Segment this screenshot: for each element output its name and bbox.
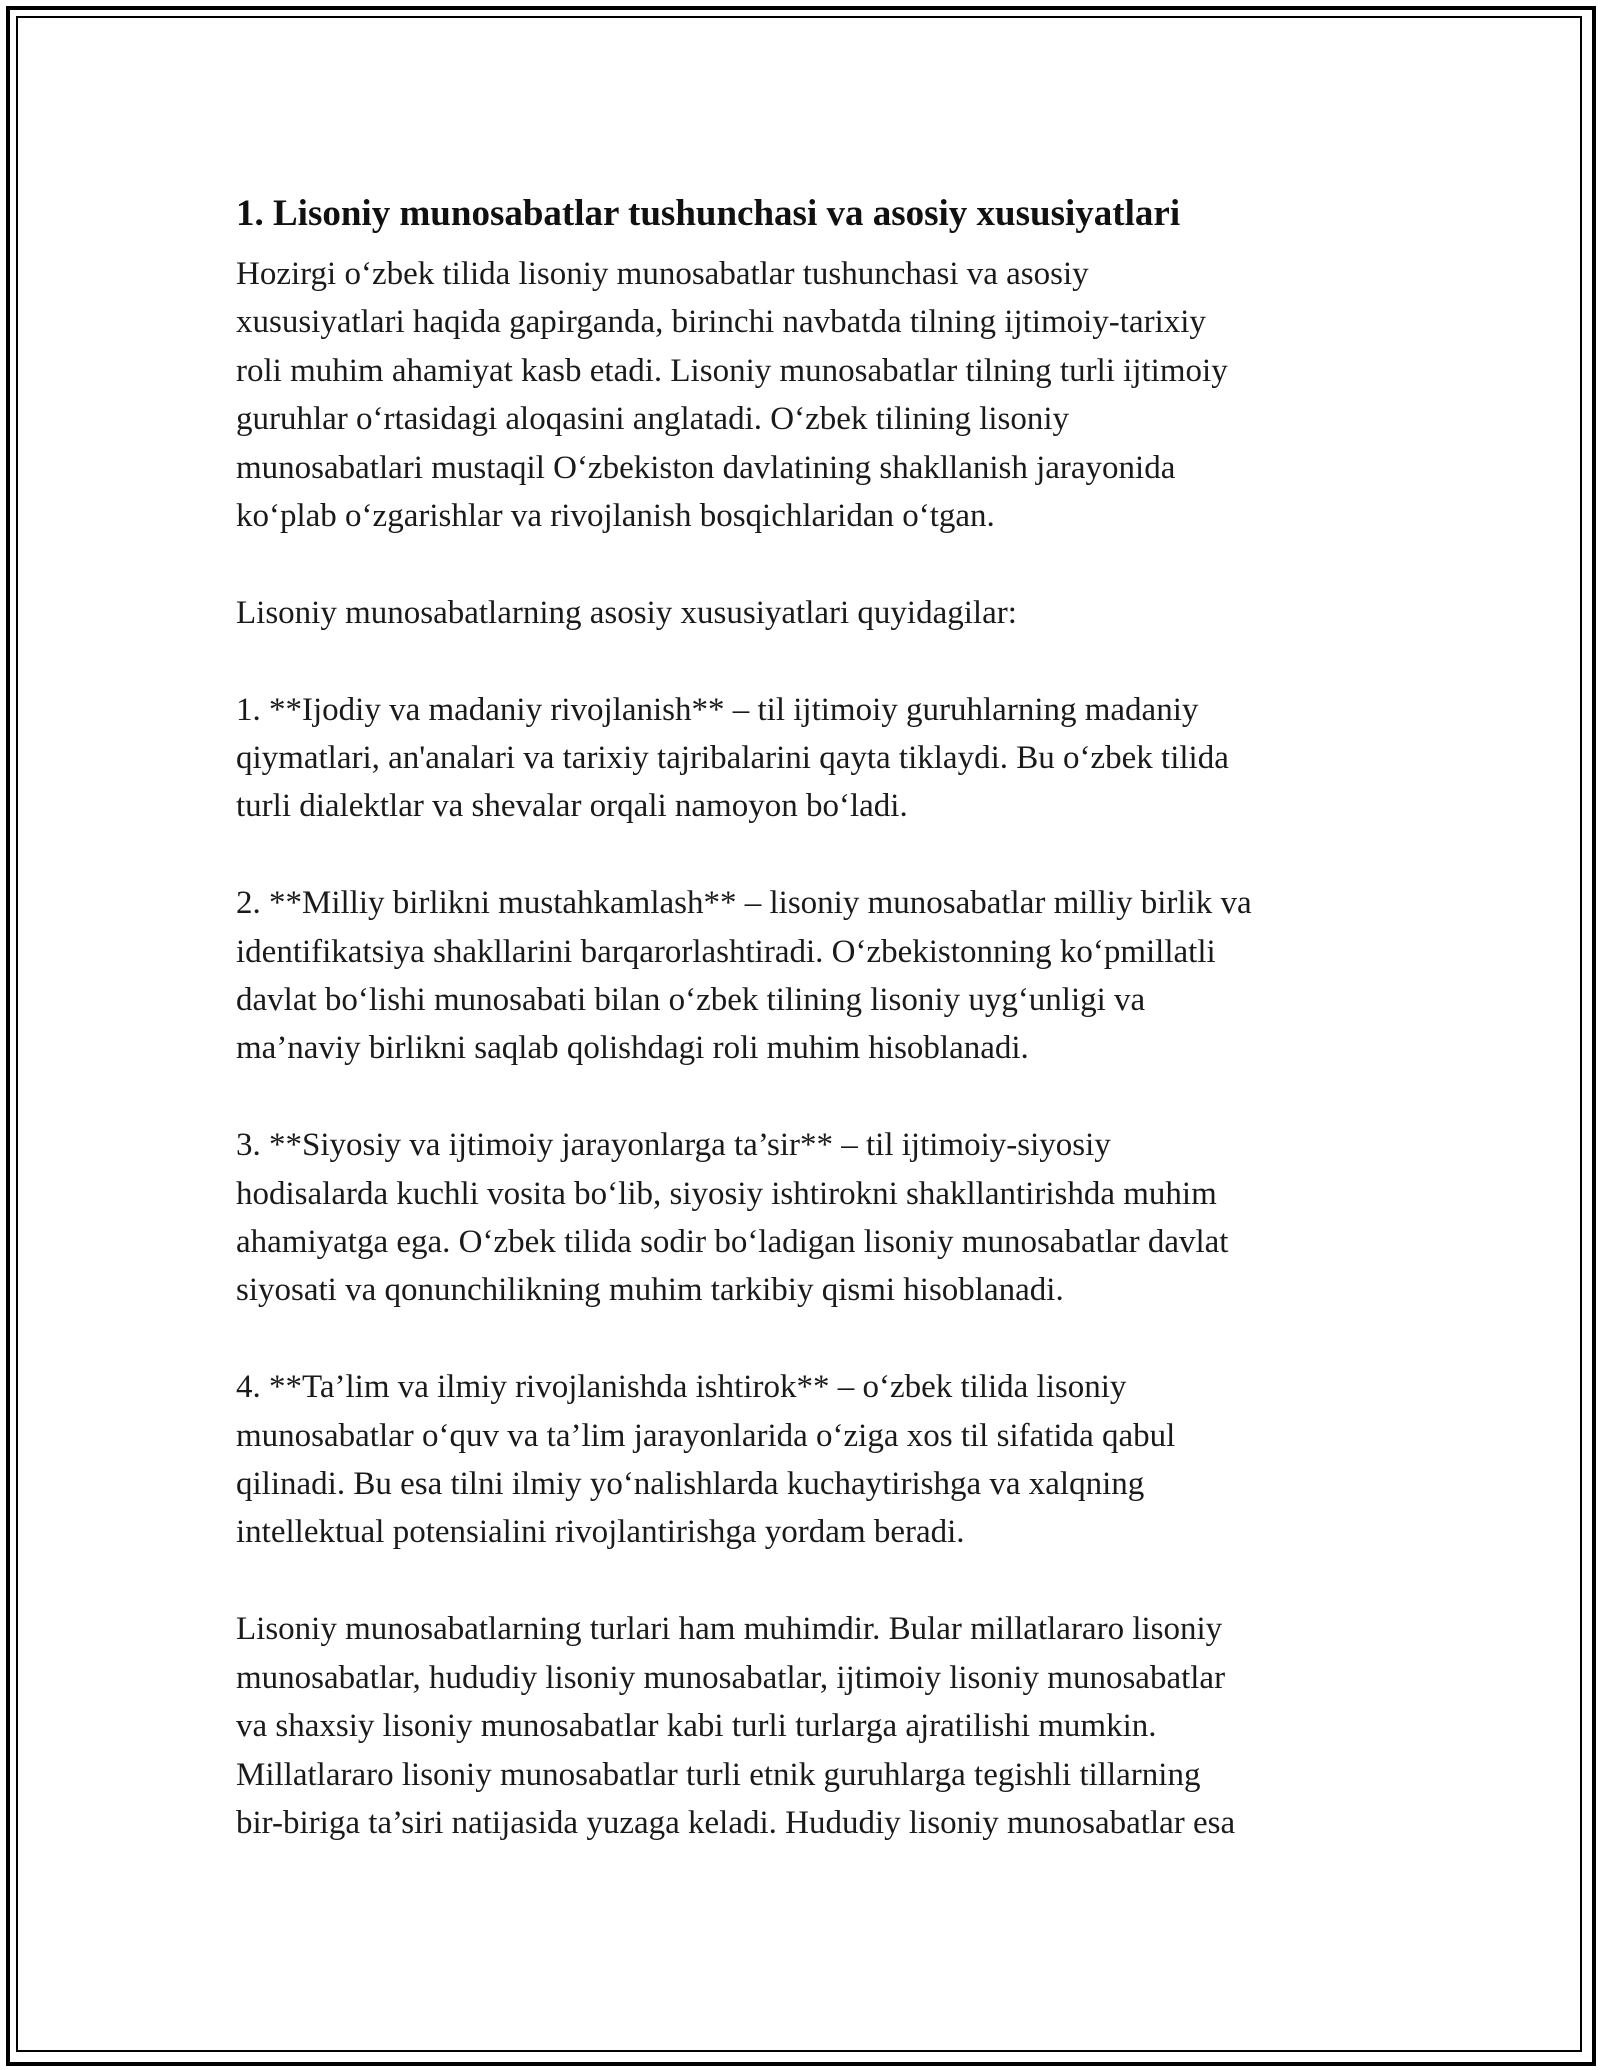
document-body [236,188,1376,1847]
text-line: turli dialektlar va shevalar orqali namoyon bo‘ladi. [236,788,908,825]
text-line: guruhlar o‘rtasidagi aloqasini anglatadi. O‘zbek tilining lisoniy [236,401,1070,438]
text-line: 1. **Ijodiy va madaniy rivojlanish** – til ijtimoiy guruhlarning madaniy [236,691,1199,728]
text-line: davlat bo‘lishi munosabati bilan o‘zbek tilining lisoniy uyg‘unligi va [236,982,1146,1019]
text-line: ko‘plab o‘zgarishlar va rivojlanish bosqichlaridan o‘tgan. [236,498,995,535]
list-item-4 [236,1363,1376,1557]
section-heading: 1. Lisoniy munosabatlar tushunchasi va asosiy xususiyatlari [236,193,1181,234]
text-line: qiymatlari, an'analari va tarixiy tajribalarini qayta tiklaydi. Bu o‘zbek tilida [236,740,1229,777]
paragraph-list-intro [236,589,1376,637]
text-line: munosabatlari mustaqil O‘zbekiston davlatining shakllanish jarayonida [236,449,1176,486]
list-item-3 [236,1121,1376,1315]
list-item-1 [236,686,1376,831]
body-text [236,250,1376,1847]
text-line: Lisoniy munosabatlarning turlari ham muhimdir. Bular millatlararo lisoniy [236,1611,1223,1648]
text-line: 4. **Ta’lim va ilmiy rivojlanishda ishtirok** – o‘zbek tilida lisoniy [236,1369,1127,1406]
text-line: roli muhim ahamiyat kasb etadi. Lisoniy munosabatlar tilning turli ijtimoiy [236,352,1228,389]
text-line: bir-biriga ta’siri natijasida yuzaga keladi. Hududiy lisoniy munosabatlar esa [236,1804,1236,1841]
text-line: munosabatlar o‘quv va ta’lim jarayonlarida o‘ziga xos til sifatida qabul [236,1417,1176,1454]
text-line: Millatlararo lisoniy munosabatlar turli etnik guruhlarga tegishli tillarning [236,1756,1201,1793]
text-line: qilinadi. Bu esa tilni ilmiy yo‘nalishlarda kuchaytirishga va xalqning [236,1466,1145,1503]
paragraph-types [236,1605,1376,1847]
text-line: intellektual potensialini rivojlantirishga yordam beradi. [236,1514,965,1551]
paragraph-intro [236,250,1376,540]
text-line: Lisoniy munosabatlarning asosiy xususiyatlari quyidagilar: [236,594,1017,631]
text-line: ma’naviy birlikni saqlab qolishdagi roli muhim hisoblanadi. [236,1030,1029,1067]
text-line: Hozirgi o‘zbek tilida lisoniy munosabatlar tushunchasi va asosiy [236,256,1089,292]
text-line: xususiyatlari haqida gapirganda, birinchi navbatda tilning ijtimoiy-tarixiy [236,304,1206,341]
text-line: siyosati va qonunchilikning muhim tarkibiy qismi hisoblanadi. [236,1272,1064,1309]
text-line: munosabatlar, hududiy lisoniy munosabatlar, ijtimoiy lisoniy munosabatlar [236,1659,1226,1696]
text-line: va shaxsiy lisoniy munosabatlar kabi turli turlarga ajratilishi mumkin. [236,1708,1157,1745]
text-line: 2. **Milliy birlikni mustahkamlash** – lisoniy munosabatlar milliy birlik va [236,885,1252,922]
text-line: identifikatsiya shakllarini barqarorlashtiradi. O‘zbekistonning ko‘pmillatli [236,933,1216,970]
text-line: ahamiyatga ega. O‘zbek tilida sodir bo‘ladigan lisoniy munosabatlar davlat [236,1224,1229,1261]
text-line: 3. **Siyosiy va ijtimoiy jarayonlarga ta’sir** – til ijtimoiy-siyosiy [236,1127,1111,1164]
list-item-2 [236,879,1376,1073]
text-line: hodisalarda kuchli vosita bo‘lib, siyosiy ishtirokni shakllantirishda muhim [236,1175,1217,1212]
